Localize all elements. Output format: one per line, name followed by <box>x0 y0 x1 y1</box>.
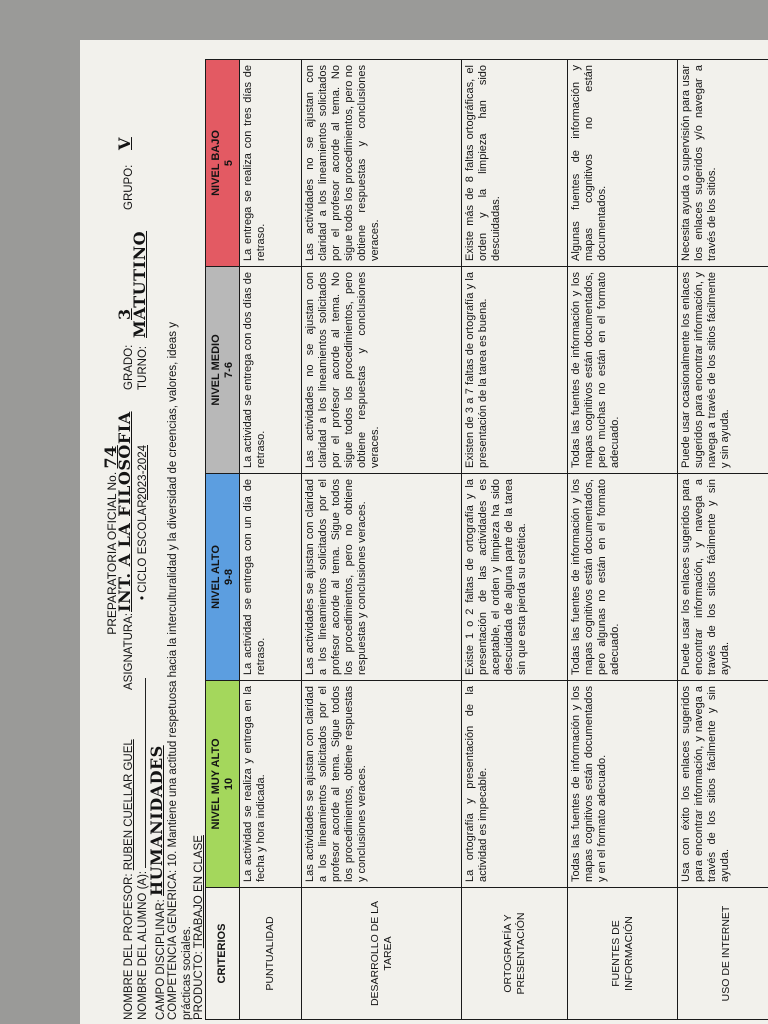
table-row <box>568 60 678 1020</box>
criterion-cell: FUENTES DE INFORMACIÓN <box>568 888 678 1020</box>
grade-value: 3 <box>115 308 134 320</box>
subject-label: ASIGNATURA: <box>123 612 135 690</box>
table-cell: Usa con éxito los enlaces sugeridos para encontrar información, y navega a través de los sitios fácilmente y sin ayuda. <box>678 681 768 888</box>
subject-value: INT. A LA FILOSOFIA <box>115 411 134 612</box>
criterion-cell: PUNTUALIDAD <box>240 888 302 1020</box>
teacher-label: NOMBRE DEL PROFESOR: <box>123 873 135 1020</box>
shift-value: MATUTINO <box>130 230 149 338</box>
table-cell: La actividad se realiza y entrega en la fecha y hora indicada. <box>240 681 302 888</box>
table-cell: La entrega se realiza con tres días de retraso. <box>240 60 302 267</box>
field-label: CAMPO DISCIPLINAR: <box>155 899 167 1020</box>
table-cell: Las actividades se ajustan con claridad a los lineamientos solicitados por el profesor acorde al tema. Sigue todos los procedimientos, pero no obtiene respuestas y conclusiones veraces. <box>302 474 462 681</box>
shift-label: TURNO: <box>137 345 149 390</box>
header-row <box>206 60 240 1020</box>
rubric-table <box>205 59 768 1020</box>
table-cell: La actividad se entrega con un día de retraso. <box>240 474 302 681</box>
table-cell: Puede usar ocasionalmente los enlaces sugeridos para encontrar información, y navega a través de los sitios fácilmente y sin ayuda. <box>678 267 768 474</box>
group-value: V <box>115 137 134 150</box>
competence-text: COMPETENCIA GENERICA: 10. Mantiene una actitud respetuosa hacia la interculturalidad y la diversidad de creencias, valores, ideas y prácticas sociales. <box>167 321 193 1020</box>
table-cell: Existe más de 8 faltas ortográficas, el orden y la limpieza han sido descuidadas. <box>462 60 568 267</box>
school-number: 74 <box>101 445 120 469</box>
group-label: GRUPO: <box>123 164 135 210</box>
rubric-page <box>101 60 768 1020</box>
level-header-medio: NIVEL MEDIO 7-6 <box>206 267 240 474</box>
table-cell: Todas las fuentes de información y los mapas cognitivos están documentados, pero muchas no están en el formato adecuado. <box>568 267 678 474</box>
grade-label: GRADO: <box>123 344 135 390</box>
product-row <box>192 60 206 1020</box>
school-line: PREPARATORIA OFICIAL No. <box>105 471 119 635</box>
teacher-row <box>115 60 136 1020</box>
criterion-cell: DESARROLLO DE LA TAREA <box>302 888 462 1020</box>
table-cell: Necesita ayuda o supervisión para usar los enlaces sugeridos y/o navegar a través de los sitios. <box>678 60 768 267</box>
level-header-alto: NIVEL ALTO 9-8 <box>206 474 240 681</box>
cycle-value: 2023-2024 <box>137 445 149 500</box>
field-value: HUMANIDADES <box>147 745 166 897</box>
table-cell: Puede usar los enlaces sugeridos para encontrar información, y navega a través de los sitios fácilmente y sin ayuda. <box>678 474 768 681</box>
teacher-name: RUBEN CUELLAR GUEL <box>123 739 135 871</box>
table-cell: Algunas fuentes de información y mapas cognitivos no están documentados. <box>568 60 678 267</box>
table-cell: Existe 1 o 2 faltas de ortografía y la presentación de las actividades es aceptable, el orden y limpieza ha sido descuidada de alguna parte de la tarea sin que esta pierda su estética. <box>462 474 568 681</box>
student-name-line[interactable] <box>145 678 146 868</box>
criteria-header: CRITERIOS <box>206 888 240 1020</box>
table-cell: Todas las fuentes de información y los mapas cognitivos están documentados y en el formato adecuado. <box>568 681 678 888</box>
level-header-bajo: NIVEL BAJO 5 <box>206 60 240 267</box>
criterion-cell: ORTOGRAFÍA Y PRESENTACIÓN <box>462 888 568 1020</box>
table-cell: Las actividades no se ajustan con claridad a los lineamientos solicitados por el profesor acorde al tema. No sigue todos los procedimientos, pero no obtiene respuestas y conclusiones veraces. <box>302 60 462 267</box>
product-label: PRODUCTO: <box>193 951 205 1020</box>
cycle-label: • CICLO ESCOLAR: <box>137 496 149 600</box>
table-cell: Existen de 3 a 7 faltas de ortografía y la presentación de la tarea es buena. <box>462 267 568 474</box>
table-cell: La ortografía y presentación de la actividad es impecable. <box>462 681 568 888</box>
table-cell: Las actividades no se ajustan con claridad a los lineamientos solicitados por el profesor acorde al tema. No sigue todos los procedimientos, pero obtiene respuestas y conclusiones veraces. <box>302 267 462 474</box>
student-label: NOMBRE DEL ALUMNO (A): <box>137 870 149 1020</box>
table-cell: La actividad se entrega con dos días de retraso. <box>240 267 302 474</box>
table-row <box>678 60 768 1020</box>
product-value: TRABAJO EN CLASE <box>193 835 205 949</box>
criterion-cell: USO DE INTERNET <box>678 888 768 1020</box>
table-row <box>302 60 462 1020</box>
table-cell: Las actividades se ajustan con claridad a los lineamientos solicitados por el profesor acorde al tema. Sigue todos los procedimientos, obtiene respuestas y conclusiones veraces. <box>302 681 462 888</box>
table-row <box>462 60 568 1020</box>
level-header-muy-alto: NIVEL MUY ALTO 10 <box>206 681 240 888</box>
table-row <box>240 60 302 1020</box>
table-cell: Todas las fuentes de información y los mapas cognitivos están documentados, pero algunas no están en el formato adecuado. <box>568 474 678 681</box>
